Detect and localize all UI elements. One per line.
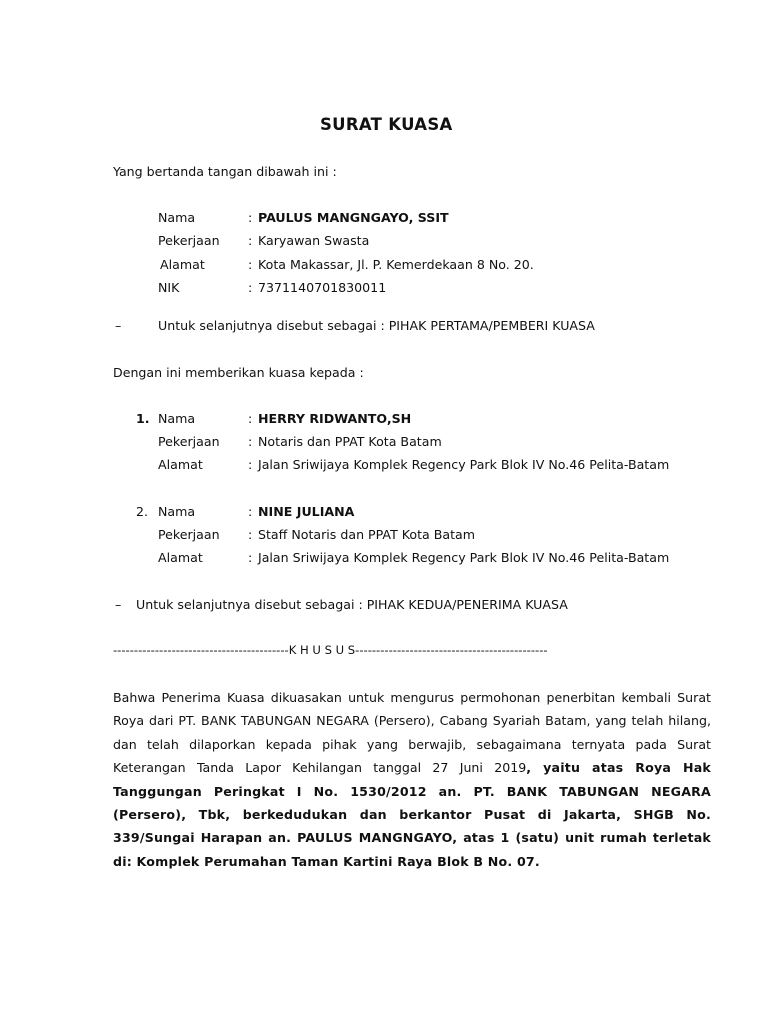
colon: : — [248, 233, 253, 248]
body-bold-text: , yaitu atas Roya Hak Tanggungan Peringkat I No. 1530/2012 an. PT. BANK TABUNGAN NEGARA (Persero), Tbk, berkedudukan dan berkantor Pusat di Jakarta, SHGB No. 339/Sungai Harapan an. PAULUS MANGNGAYO, atas 1 (satu) unit rumah terletak di: Komplek Perumahan Taman Kartini Raya Blok B No. 07. — [113, 760, 711, 869]
pekerjaan-label: Pekerjaan — [158, 233, 220, 248]
list-number: 2. — [136, 504, 149, 519]
bullet-dash: – — [115, 318, 122, 333]
colon: : — [248, 210, 253, 225]
pihak-kedua-note: Untuk selanjutnya disebut sebagai : PIHAK KEDUA/PENERIMA KUASA — [136, 597, 568, 612]
colon: : — [248, 411, 253, 426]
pekerjaan-value: Karyawan Swasta — [258, 233, 370, 248]
pekerjaan-label: Pekerjaan — [158, 434, 220, 449]
alamat-label: Alamat — [160, 257, 205, 272]
nama-value: NINE JULIANA — [258, 504, 355, 519]
alamat-value: Jalan Sriwijaya Komplek Regency Park Blok IV No.46 Pelita-Batam — [258, 550, 670, 565]
pihak-pertama-note: Untuk selanjutnya disebut sebagai : PIHAK PERTAMA/PEMBERI KUASA — [158, 318, 595, 333]
pekerjaan-value: Notaris dan PPAT Kota Batam — [258, 434, 442, 449]
alamat-value: Jalan Sriwijaya Komplek Regency Park Blok IV No.46 Pelita-Batam — [258, 457, 670, 472]
colon: : — [248, 257, 253, 272]
body-normal-text: Bahwa Penerima Kuasa dikuasakan untuk mengurus permohonan penerbitan kembali Surat Roya dari PT. BANK TABUNGAN NEGARA (Persero), Cabang Syariah Batam, yang telah hilang, dan telah dilaporkan kepada pihak yang berwajib, sebagaimana ternyata pada Surat Keterangan Tanda Lapor Kehilangan tanggal 27 Juni 2019 — [113, 690, 711, 776]
pekerjaan-value: Staff Notaris dan PPAT Kota Batam — [258, 527, 476, 542]
colon: : — [248, 280, 253, 295]
colon: : — [248, 504, 253, 519]
nik-label: NIK — [158, 280, 180, 295]
intro-text: Yang bertanda tangan dibawah ini : — [113, 164, 337, 179]
nama-label: Nama — [158, 411, 196, 426]
nama-label: Nama — [158, 504, 196, 519]
nama-value: HERRY RIDWANTO,SH — [258, 411, 412, 426]
khusus-separator: ------------------------------------------K H U S U S---------------------------------------------- — [113, 643, 548, 657]
list-number: 1. — [136, 411, 150, 426]
bullet-dash: – — [115, 597, 122, 612]
alamat-label: Alamat — [158, 457, 203, 472]
colon: : — [248, 457, 253, 472]
pekerjaan-label: Pekerjaan — [158, 527, 220, 542]
nik-value: 7371140701830011 — [258, 280, 387, 295]
body-paragraph — [113, 686, 711, 873]
document-title: SURAT KUASA — [320, 115, 453, 134]
colon: : — [248, 527, 253, 542]
nama-value: PAULUS MANGNGAYO, SSIT — [258, 210, 449, 225]
colon: : — [248, 550, 253, 565]
alamat-value: Kota Makassar, Jl. P. Kemerdekaan 8 No. 20. — [258, 257, 534, 272]
colon: : — [248, 434, 253, 449]
grant-intro: Dengan ini memberikan kuasa kepada : — [113, 365, 364, 380]
alamat-label: Alamat — [158, 550, 203, 565]
nama-label: Nama — [158, 210, 196, 225]
